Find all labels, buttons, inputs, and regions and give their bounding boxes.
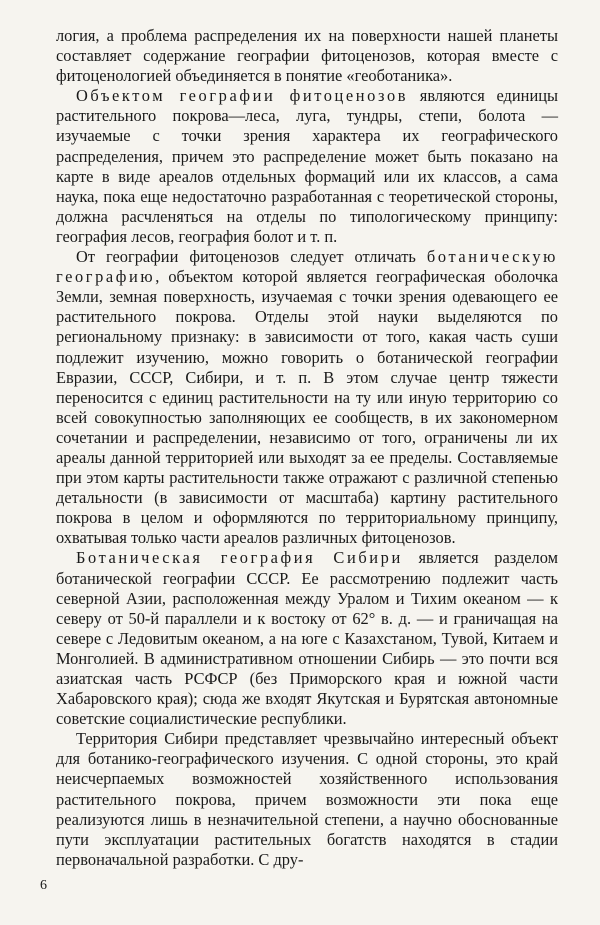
paragraph: [56, 729, 558, 870]
paragraph: [56, 247, 558, 548]
page-number: 6: [40, 878, 47, 893]
body-text: [56, 26, 558, 870]
paragraph: [56, 548, 558, 729]
paragraph-text: Территория Сибири представляет чрезвычайно интересный объект для ботанико-географического изучения. С одной стороны, это край неисчерпаемых возможностей хозяйственного использования растительного покрова, причем возможности эти пока еще реализуются лишь в незначительной степени, а научно обоснованные пути эксплуатации растительных богатств находятся в стадии первоначальной разработки. С дру-: [56, 729, 558, 869]
emphasized-term: Объектом географии фитоценозов: [76, 86, 409, 106]
paragraph-text: От географии фитоценозов следует отличать: [76, 247, 427, 267]
emphasized-term: Ботаническая география Сибири: [76, 548, 403, 568]
paragraph-text: является разделом ботанической географии СССР. Ее рассмотрению подлежит часть северной Азии, расположенная между Уралом и Тихим океаном — к северу от 50-й параллели и к востоку от 62° в. д. — и граничащая на севере с Ледовитым океаном, а на юге с Казахстаном, Тувой, Китаем и Монголией. В административном отношении Сибирь — это почти вся азиатская часть РСФСР (без Приморского края и южной части Хабаровского края); сюда же входят Якутская и Бурятская автономные советские социалистические республики.: [56, 548, 558, 729]
paragraph-text: логия, а проблема распределения их на поверхности нашей планеты составляет содержание географии фитоценозов, которая вместе с фитоценологией объединяется в понятие «геоботаника».: [56, 26, 558, 86]
emphasized-term: ботаническую географию: [56, 247, 558, 287]
paragraph-text: являются единицы растительного покрова—леса, луга, тундры, степи, болота — изучаемые с точки зрения характера их географического распределения, причем это распределение может быть показано на карте в виде ареалов отдельных формаций или их классов, а сама наука, пока еще недостаточно разработанная с теоретической стороны, должна расчленяться на отделы по типологическому принципу: география лесов, география болот и т. п.: [56, 86, 558, 246]
paragraph-text: , объектом которой является географическая оболочка Земли, земная поверхность, изучаемая с точки зрения одевающего ее растительного покрова. Отделы этой науки выделяются по региональному признаку: в зависимости от того, какая часть суши подлежит изучению, можно говорить о ботанической географии Евразии, СССР, Сибири, и т. п. В этом случае центр тяжести переносится с единиц растительности на ту или иную территорию со всей совокупностью заполняющих ее сообществ, в их закономерном сочетании и распределении, независимо от того, ограничены ли их ареалы данной территорией или выходят за ее пределы. Составляемые при этом карты растительности также отражают с различной степенью детальности (в зависимости от масштаба) картину растительного покрова в целом и оформляются по территориальному принципу, охватывая только части ареалов различных фитоценозов.: [56, 267, 558, 548]
paragraph: [56, 86, 558, 247]
paragraph: [56, 26, 558, 86]
